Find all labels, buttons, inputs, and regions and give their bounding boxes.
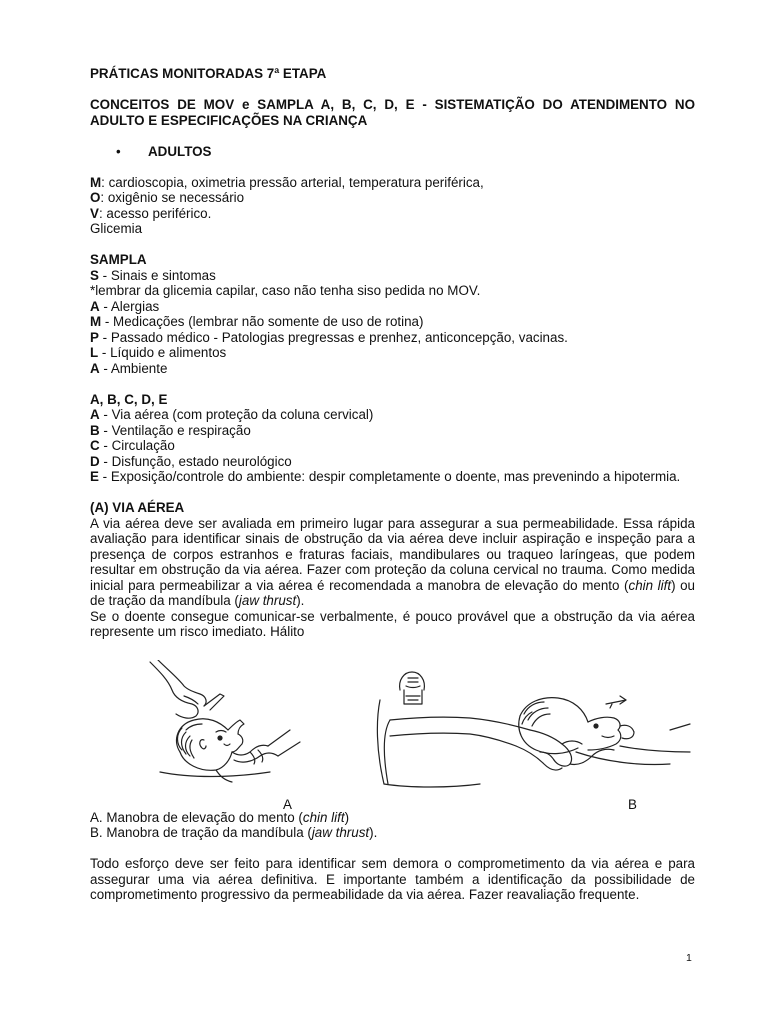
airway-figures [90,660,695,810]
figure-label-a: A [283,796,292,812]
sampla-title: SAMPLA [90,252,147,267]
sampla-item: S - Sinais e sintomas [90,267,216,283]
sampla-item: L - Líquido e alimentos [90,345,227,360]
figure-caption-b: B. Manobra de tração da mandíbula (jaw thrust). [90,825,378,840]
closing-paragraph: Todo esforço deve ser feito para identificar sem demora o comprometimento da via aérea e para assegurar uma via aérea definitiva. E importante também a identificação da possibilidade de comprometimento progressivo da permeabilidade da via aérea. Fazer reavaliação frequente. [90,856,695,902]
figure-label-b: B [628,796,637,812]
abcde-item: A - Via aérea (com proteção da coluna cervical) [90,407,374,422]
via-aerea-paragraph-2: Se o doente consegue comunicar-se verbalmente, é pouco provável que a obstrução da via aérea represente um risco imediato. Hálito [90,608,695,639]
document-title: PRÁTICAS MONITORADAS 7ª ETAPA [90,66,327,81]
figure-caption-a: A. Manobra de elevação do mento (chin lift) [90,809,350,825]
abcde-title: A, B, C, D, E [90,391,168,407]
via-aerea-title: (A) VIA AÉREA [90,500,185,515]
sampla-item: M - Medicações (lembrar não somente de uso de rotina) [90,314,424,329]
abcde-item: C - Circulação [90,438,175,453]
document-subtitle: CONCEITOS DE MOV e SAMPLA A, B, C, D, E - SISTEMATIÇÃO DO ATENDIMENTO NO ADULTO E ESPECIFICAÇÕES NA CRIANÇA [90,97,695,128]
chin-lift-illustration [120,660,310,795]
bullet-dot: • [116,143,121,159]
sampla-note: *lembrar da glicemia capilar, caso não tenha siso pedida no MOV. [90,283,481,298]
adults-bullet [90,144,695,160]
adults-label: ADULTOS [148,143,212,159]
sampla-section [90,252,695,376]
abcde-item: D - Disfunção, estado neurológico [90,453,292,469]
mov-item: M: cardioscopia, oximetria pressão arterial, temperatura periférica, [90,174,484,190]
via-aerea-paragraph: A via aérea deve ser avaliada em primeiro lugar para assegurar a sua permeabilidade. Essa rápida avaliação para identificar sinais de obstrução da via aérea deve incluir aspiração e inspeção para a presença de corpos estranhos e fraturas faciais, mandibulares ou traqueo laríngeas, que podem resultar em obstrução da via aérea. Fazer com proteção da coluna cervical no trauma. Como medida inicial para permeabilizar a via aérea é recomendada a manobra de elevação do mento (chin lift) ou de tração da mandíbula (jaw thrust). [90,515,696,608]
page-number: 1 [686,952,692,964]
via-aerea-section [90,500,695,640]
sampla-item: A - Ambiente [90,360,168,376]
mov-item: O: oxigênio se necessário [90,190,245,205]
mov-item: V: acesso periférico. [90,205,212,221]
abcde-item: E - Exposição/controle do ambiente: despir completamente o doente, mas prevenindo a hipotermia. [90,469,681,484]
abcde-section [90,392,695,485]
sampla-item: A - Alergias [90,298,160,314]
sampla-item: P - Passado médico - Patologias pregressas e prenhez, anticoncepção, vacinas. [90,329,568,345]
jaw-thrust-illustration [370,660,700,795]
mov-list [90,175,695,237]
abcde-item: B - Ventilação e respiração [90,422,251,438]
page-content [90,66,695,903]
mov-extra: Glicemia [90,221,143,236]
